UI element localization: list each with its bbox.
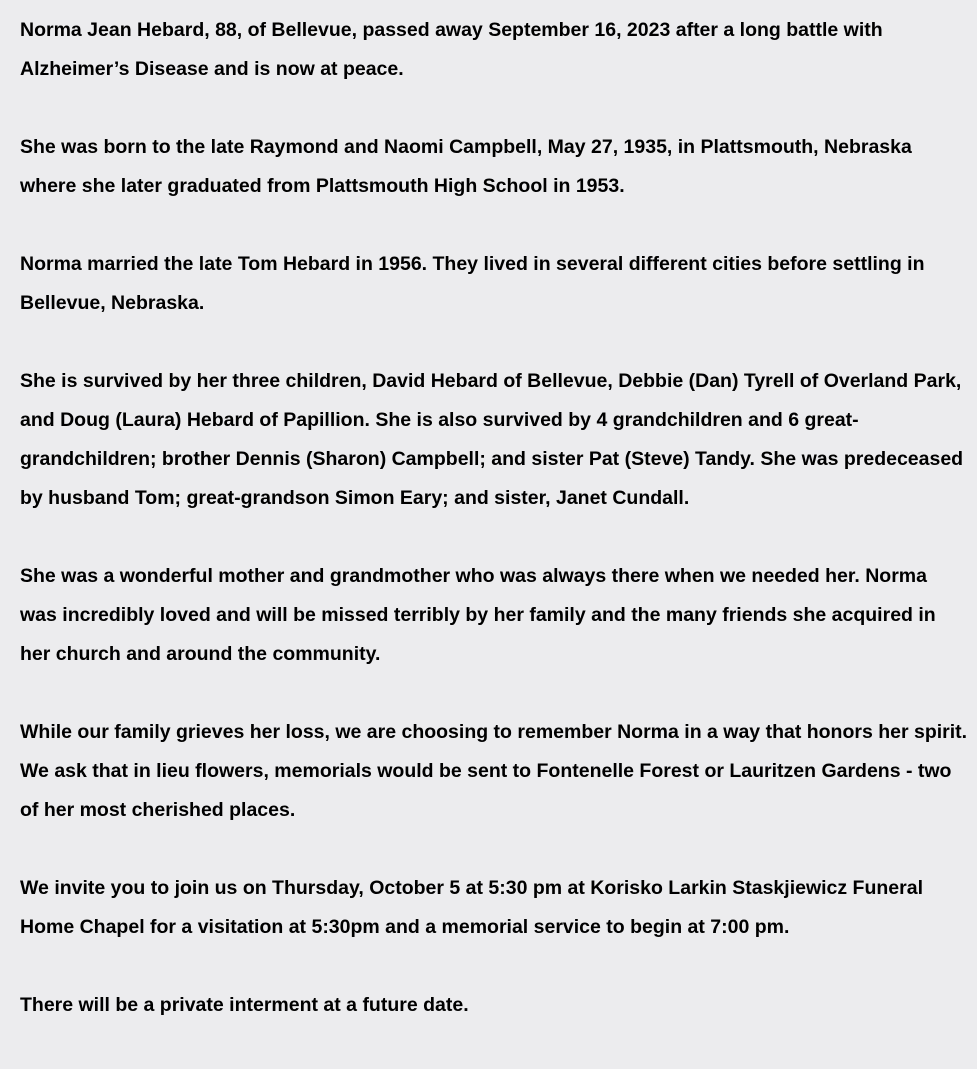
obituary-paragraph: [20, 245, 977, 323]
paragraph-line: We ask that in lieu flowers, memorials would be sent to Fontenelle Forest or Lauritzen Gardens - two: [20, 760, 952, 782]
paragraph-line: and Doug (Laura) Hebard of Papillion. She is also survived by 4 grandchildren and 6 great-: [20, 409, 859, 431]
paragraph-line: While our family grieves her loss, we are choosing to remember Norma in a way that honors her spirit.: [20, 721, 968, 743]
paragraph-line: There will be a private interment at a future date.: [20, 994, 469, 1016]
obituary-text: [20, 11, 977, 1025]
paragraph-line: Alzheimer’s Disease and is now at peace.: [20, 58, 404, 80]
paragraph-line: by husband Tom; great-grandson Simon Eary; and sister, Janet Cundall.: [20, 487, 690, 509]
obituary-paragraph: [20, 11, 977, 89]
obituary-paragraph: [20, 713, 977, 830]
paragraph-line: of her most cherished places.: [20, 799, 296, 821]
paragraph-line: Home Chapel for a visitation at 5:30pm and a memorial service to begin at 7:00 pm.: [20, 916, 790, 938]
paragraph-line: She was born to the late Raymond and Naomi Campbell, May 27, 1935, in Plattsmouth, Nebraska: [20, 136, 912, 158]
paragraph-line: was incredibly loved and will be missed terribly by her family and the many friends she acquired in: [20, 604, 936, 626]
paragraph-line: Norma married the late Tom Hebard in 1956. They lived in several different cities before settling in: [20, 253, 925, 275]
obituary-paragraph: [20, 869, 977, 947]
paragraph-line: She is survived by her three children, David Hebard of Bellevue, Debbie (Dan) Tyrell of Overland Park,: [20, 370, 962, 392]
paragraph-line: Norma Jean Hebard, 88, of Bellevue, passed away September 16, 2023 after a long battle with: [20, 19, 883, 41]
paragraph-line: where she later graduated from Plattsmouth High School in 1953.: [20, 175, 625, 197]
paragraph-line: We invite you to join us on Thursday, October 5 at 5:30 pm at Korisko Larkin Staskjiewicz Funeral: [20, 877, 923, 899]
obituary-paragraph: [20, 557, 977, 674]
paragraph-line: Bellevue, Nebraska.: [20, 292, 205, 314]
obituary-paragraph: [20, 986, 977, 1025]
paragraph-line: She was a wonderful mother and grandmother who was always there when we needed her. Norma: [20, 565, 927, 587]
paragraph-line: her church and around the community.: [20, 643, 381, 665]
obituary-paragraph: [20, 362, 977, 518]
paragraph-line: grandchildren; brother Dennis (Sharon) Campbell; and sister Pat (Steve) Tandy. She was predeceased: [20, 448, 964, 470]
obituary-paragraph: [20, 128, 977, 206]
